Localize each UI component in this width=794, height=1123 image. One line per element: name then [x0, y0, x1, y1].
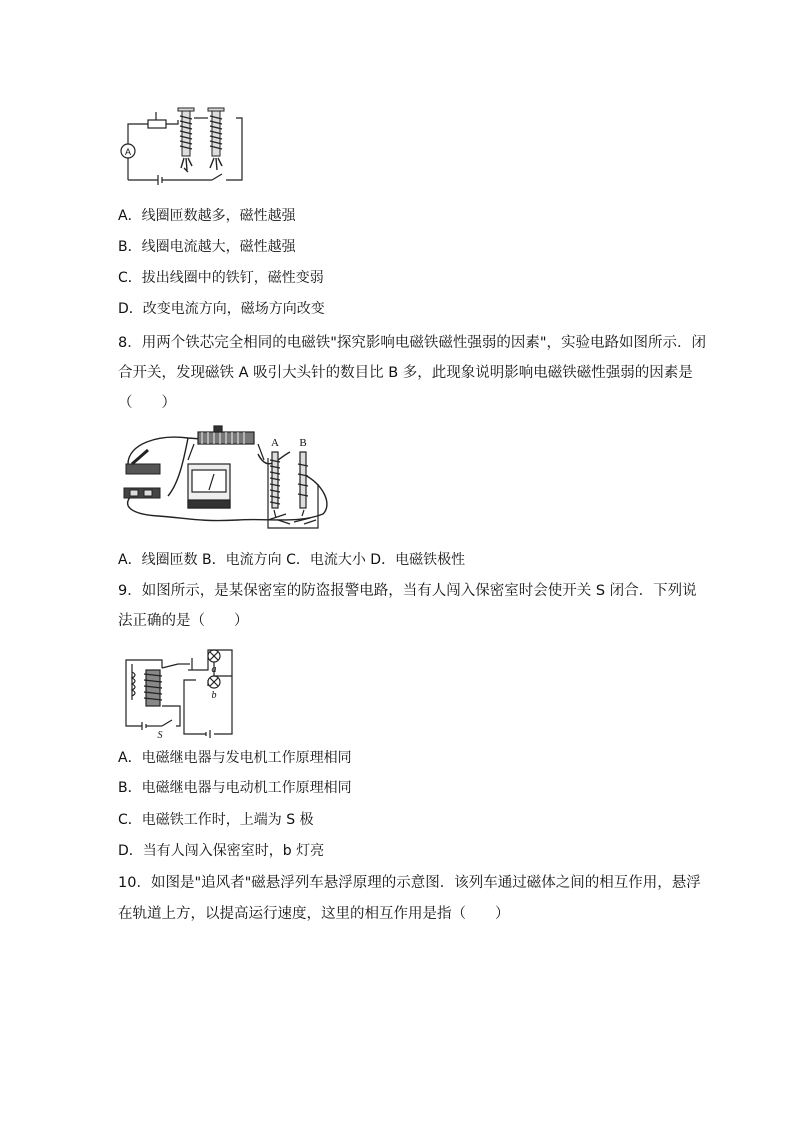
battery-icon	[124, 488, 160, 498]
alarm-relay-circuit-figure	[118, 640, 238, 738]
q9-option-d: D．当有人闯入保密室时，b 灯亮	[118, 843, 325, 859]
ammeter-box-icon	[188, 464, 230, 508]
magnet-a-label: A	[271, 437, 279, 449]
option-b: B．线圈电流越大，磁性越强	[118, 239, 296, 255]
electromagnet-experiment-figure	[118, 424, 334, 538]
switch-s-label: S	[157, 730, 163, 738]
q8-options: A．线圈匝数 B．电流方向 C．电流大小 D．电磁铁极性	[118, 552, 466, 568]
q9-option-b: B．电磁继电器与电动机工作原理相同	[118, 780, 352, 796]
option-d: D．改变电流方向，磁场方向改变	[118, 301, 325, 317]
lamp-a-icon	[208, 650, 220, 662]
q9-option-c: C．电磁铁工作时，上端为 S 极	[118, 812, 314, 828]
q8-stem-line-3: （ ）	[118, 395, 176, 411]
rheostat-icon	[188, 426, 264, 460]
option-a: A．线圈匝数越多，磁性越强	[118, 208, 296, 224]
ammeter-label: A	[124, 147, 132, 157]
lamp-a-label: a	[211, 664, 217, 675]
q10-stem-line-2: 在轨道上方，以提高运行速度，这里的相互作用是指（ ）	[118, 906, 510, 922]
q9-option-a: A．电磁继电器与发电机工作原理相同	[118, 750, 352, 766]
lamp-b-label: b	[211, 690, 217, 701]
magnet-b-label: B	[299, 437, 307, 449]
q9-stem-line-1: 9．如图所示，是某保密室的防盗报警电路，当有人闯入保密室时会使开关 S 闭合．下列说	[118, 583, 697, 599]
q8-stem-line-2: 合开关，发现磁铁 A 吸引大头针的数目比 B 多，此现象说明影响电磁铁磁性强弱的因素是	[118, 365, 693, 381]
q9-stem-line-2: 法正确的是（ ）	[118, 613, 249, 629]
electromagnet-coil-figure	[118, 104, 248, 186]
q8-stem-line-1: 8．用两个铁芯完全相同的电磁铁"探究影响电磁铁磁性强弱的因素"，实验电路如图所示．闭	[118, 335, 707, 351]
q10-stem-line-1: 10．如图是"追风者"磁悬浮列车悬浮原理的示意图．该列车通过磁体之间的相互作用，悬浮	[118, 875, 701, 891]
lamp-b-icon	[208, 676, 220, 688]
option-c: C．拔出线圈中的铁钉，磁性变弱	[118, 270, 324, 286]
